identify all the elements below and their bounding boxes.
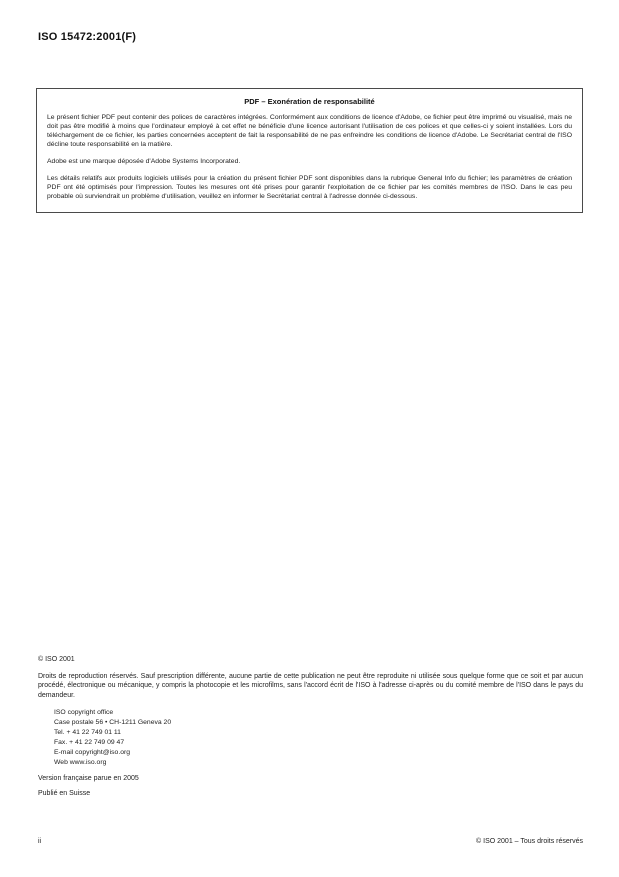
address-line-office: ISO copyright office [54, 709, 114, 717]
reproduction-rights-text: Droits de reproduction réservés. Sauf prescription différente, aucune partie de cette publication ne peut être reproduite ni utilisée sous quelque forme que ce soit et par aucun procédé, électronique ou mécanique, y compris la photocopie et les microfilms, sans l'accord écrit de l'ISO à l'adresse ci-après ou du comité membre de l'ISO dans le pays du demandeur. [38, 673, 583, 699]
document-reference: ISO 15472:2001(F) [38, 31, 137, 43]
copyright-section [38, 656, 583, 805]
page-footer [38, 838, 583, 845]
version-note: Version française parue en 2005 [38, 775, 139, 783]
address-line-email: E-mail copyright@iso.org [54, 748, 131, 756]
disclaimer-paragraph-3: Les détails relatifs aux produits logiciels utilisés pour la création du présent fichier PDF sont disponibles dans la rubrique General Info du fichier; les paramètres de création PDF ont été optimisés pour l'impression. Toutes les mesures ont été prises pour garantir l'exploitation de ce fichier par les comités membres de l'ISO. Dans le cas peu probable où surviendrait un problème d'utilisation, veuillez en informer le Secrétariat central à l'adresse donnée ci-dessous. [47, 174, 572, 200]
address-line-fax: Fax. + 41 22 749 09 47 [54, 738, 125, 746]
disclaimer-paragraph-2: Adobe est une marque déposée d'Adobe Systems Incorporated. [47, 157, 241, 165]
disclaimer-paragraph-1: Le présent fichier PDF peut contenir des polices de caractères intégrées. Conformément aux conditions de licence d'Adobe, ce fichier peut être imprimé ou visualisé, mais ne doit pas être modifié à moins que l'ordinateur employé à cet effet ne bénéficie d'une licence autorisant l'utilisation de ces polices et que celles-ci y soient installées. Lors du téléchargement de ce fichier, les parties concernées acceptent de fait la responsabilité de ne pas enfreindre les conditions de licence d'Adobe. Le Secrétariat central de l'ISO décline toute responsabilité en la matière. [47, 114, 572, 148]
page-number: ii [38, 838, 42, 845]
pdf-disclaimer-box [36, 88, 583, 213]
address-line-web: Web www.iso.org [54, 758, 107, 766]
address-line-postal: Case postale 56 • CH-1211 Geneva 20 [54, 719, 172, 727]
disclaimer-title: PDF – Exonération de responsabilité [244, 97, 375, 106]
copyright-notice: © ISO 2001 [38, 656, 75, 663]
address-line-tel: Tel. + 41 22 749 01 11 [54, 729, 121, 736]
footer-copyright: © ISO 2001 – Tous droits réservés [476, 838, 583, 845]
iso-address-block [54, 708, 583, 767]
published-note: Publié en Suisse [38, 790, 91, 798]
